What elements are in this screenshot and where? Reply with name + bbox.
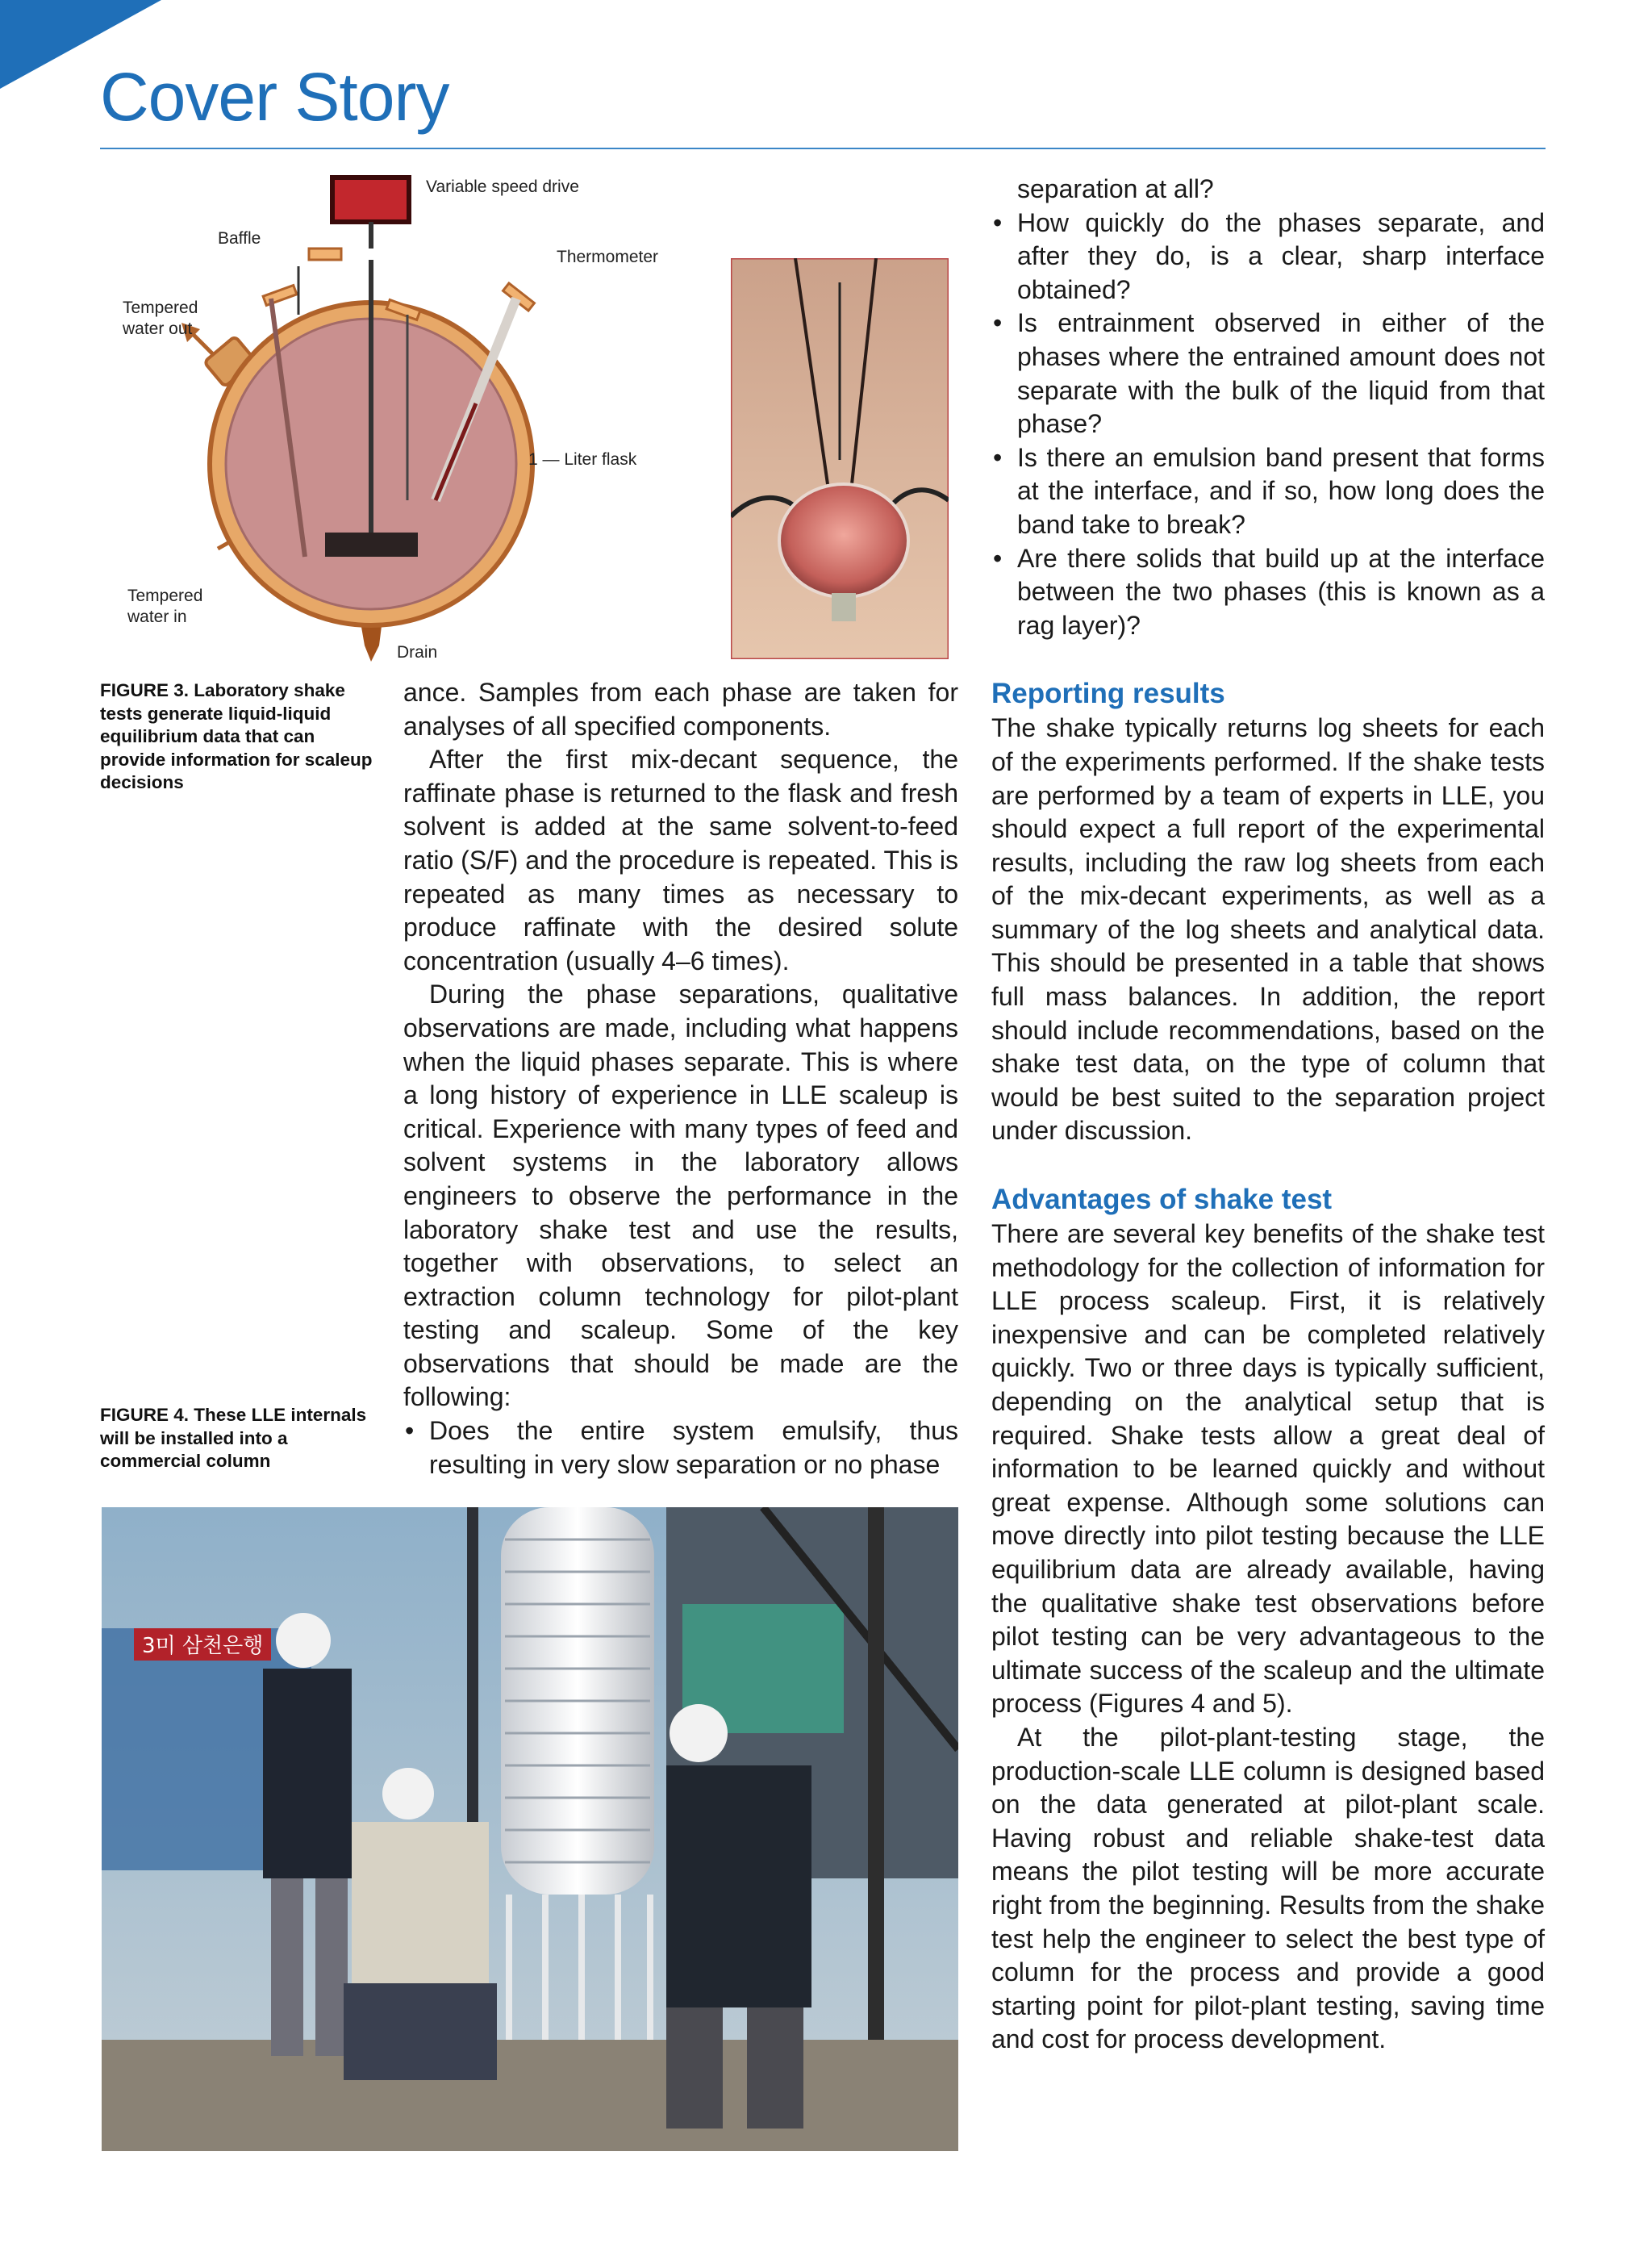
- impeller-blade: [325, 533, 418, 557]
- figure-3-diagram: [97, 161, 758, 670]
- col2-spacer-2: [991, 1148, 1545, 1182]
- col2-bullet-3: • Is there an emulsion band present that forms at the interface, and if so, how long does the band take to break?: [991, 441, 1545, 542]
- figure-4-sign-text: 3미 삼천은행: [142, 1634, 264, 1658]
- col1-bullet-list: [403, 1414, 958, 1481]
- label-variable-speed-drive: Variable speed drive: [426, 178, 579, 196]
- baffle-neck-cap: [263, 286, 297, 306]
- label-water-in-2: water in: [127, 608, 187, 626]
- col1-paragraph-3: During the phase separations, qualitative observations are made, including what happens when the liquid phases separate. This is where a long history of experience in LLE scaleup is critical. Experience with many types of feed and solvent systems in the laboratory allows engineers to observe the performance in the laboratory shake test and use the results, together with observations, to select an extraction column technology for pilot-plant testing and scaleup. Some of the key observations that should be made are the following:: [403, 980, 958, 1412]
- variable-speed-drive: [332, 178, 409, 222]
- col2-bullet-list: [991, 207, 1545, 643]
- figure-4-caption: [100, 1404, 390, 1473]
- col2-continuation: separation at all?: [1017, 174, 1214, 203]
- header-rule: [100, 148, 1546, 149]
- label-water-in-1: Tempered: [127, 587, 203, 605]
- col2-bullet-4: • Are there solids that build up at the interface between the two phases (this is known as a rag layer)?: [991, 542, 1545, 643]
- figure-3-caption-number: FIGURE 3.: [100, 680, 190, 700]
- body-column-1: [403, 676, 958, 1481]
- col2-paragraph-2: There are several key benefits of the shake test methodology for the collection of information for LLE process scaleup. First, it is relatively inexpensive and can be completed relatively quickly. Two or three days is typically sufficient, depending on the analytical setup that is required. Shake tests allow a great deal of information to be learned quickly and without great expense. Although some solutions can move directly into pilot testing because the LLE equilibrium data are already available, having the qualitative shake test observations before pilot testing can be very advantageous to the ultimate success of the scaleup and the ultimate process (Figures 4 and 5).: [991, 1219, 1545, 1719]
- heading-advantages-of-shake-test: Advantages of shake test: [991, 1184, 1333, 1216]
- col1-bullet-1: • Does the entire system emulsify, thus resulting in very slow separation or no phase: [403, 1414, 958, 1481]
- heading-reporting-results: Reporting results: [991, 678, 1225, 710]
- center-neck-cap: [309, 249, 341, 260]
- label-thermometer: Thermometer: [557, 248, 659, 266]
- figure-3-photo: [731, 258, 949, 659]
- label-liter-flask: 1 — Liter flask: [528, 450, 637, 469]
- col2-bullet-1: • How quickly do the phases separate, and after they do, is a clear, sharp interface obtained?: [991, 207, 1545, 307]
- col2-paragraph-3: At the pilot-plant-testing stage, the production-scale LLE column is designed based on the data generated at pilot-plant scale. Having robust and reliable shake-test data means the pilot testing will be more accurate right from the beginning. Results from the shake test help the engineer to select the best type of column for the process and provide a good starting point for pilot-plant testing, saving time and cost for process development.: [991, 1722, 1545, 2054]
- label-drain: Drain: [397, 643, 438, 662]
- figure-4-photo: [102, 1507, 958, 2151]
- thermometer-cap: [503, 283, 535, 311]
- col1-paragraph-2: After the first mix-decant sequence, the raffinate phase is returned to the flask and fresh solvent is added at the same solvent-to-feed ratio (S/F) and the procedure is repeated. This is repeated as many times as necessary to produce raffinate with the desired solute concentration (usually 4–6 times).: [403, 745, 958, 976]
- figure-3-caption-text: Laboratory shake tests generate liquid-liquid equilibrium data that can provide information for scaleup decisions: [100, 680, 373, 792]
- col1-paragraph-1: ance. Samples from each phase are taken for analyses of all specified components.: [403, 678, 958, 741]
- col2-spacer-1: [991, 642, 1545, 676]
- label-water-out-1: Tempered: [123, 299, 198, 317]
- col2-bullet-2: • Is entrainment observed in either of the phases where the entrained amount does not separate with the bulk of the liquid from that phase?: [991, 307, 1545, 441]
- section-title: Cover Story: [100, 59, 449, 135]
- col2-paragraph-1: The shake typically returns log sheets for each of the experiments performed. If the shake tests are performed by a team of experts in LLE, you should expect a full report of the experimental results, including the raw log sheets from each of the mix-decant experiments, as well as a summary of the log sheets and analytical data. This should be presented in a table that shows full mass balances. In addition, the report should include recommendations, based on the shake test data, on the type of column that would be best suited to the separation project under discussion.: [991, 713, 1545, 1146]
- figure-4-caption-text: These LLE internals will be installed into a commercial column: [100, 1405, 367, 1471]
- figure-4-caption-number: FIGURE 4.: [100, 1405, 190, 1425]
- label-baffle: Baffle: [218, 229, 261, 248]
- body-column-2: [991, 173, 1545, 2057]
- label-water-out-2: water out: [123, 320, 193, 338]
- figure-3-caption: [100, 679, 382, 795]
